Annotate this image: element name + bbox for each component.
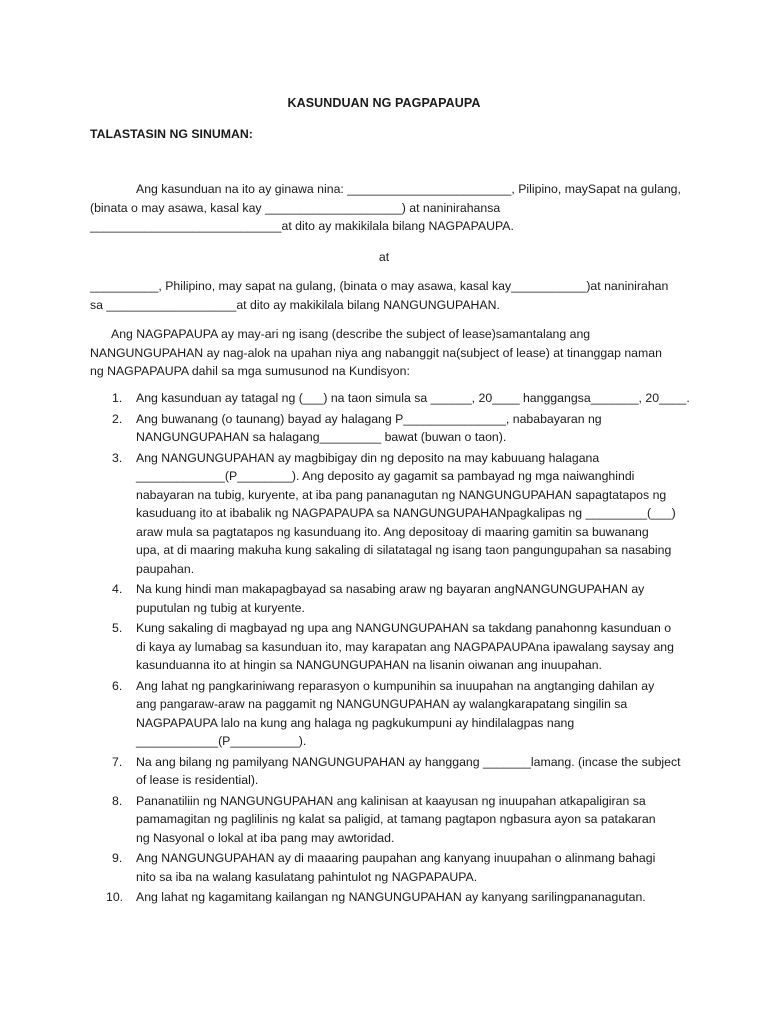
- term-line: of lease is residential).: [136, 773, 259, 787]
- term-line: kasuduang ito at ibabalik ng NAGPAPAUPA sa NANGUNGUPAHANpagkalipas ng _________(___): [136, 506, 676, 520]
- paragraph-line: sa ___________________at dito ay makikilala bilang NANGUNGUPAHAN.: [90, 297, 500, 312]
- term-line: ng Nasyonal o lokal at iba pang may awtoridad.: [136, 830, 395, 845]
- salutation: TALASTASIN NG SINUMAN:: [90, 127, 253, 141]
- term-number: 5.: [112, 621, 123, 635]
- paragraph-line: NANGUNGUPAHAN ay nag-alok na upahan niya ang nabanggit na(subject of lease) at tinanggap naman: [90, 345, 662, 360]
- paragraph-line: __________, Philipino, may sapat na gulang, (binata o may asawa, kasal kay___________)at naninirahan: [90, 279, 669, 293]
- term-line: Ang NANGUNGUPAHAN ay magbibigay din ng deposito na may kabuuang halagana: [136, 450, 600, 465]
- term-line: Ang kasunduan ay tatagal ng (___) na taon simula sa ______, 20____ hanggangsa_______, 20____.: [136, 391, 690, 405]
- term-line: nabayaran na tubig, kuryente, at iba pang pananagutan ng NANGUNGUPAHAN sapagtatapos ng: [136, 487, 667, 502]
- term-line: NAGPAPAUPA lalo na kung ang halaga ng pagkukumpuni ay hindilalagpas nang: [136, 715, 575, 730]
- term-line: NANGUNGUPAHAN sa halagang_________ bawat (buwan o taon).: [136, 430, 507, 444]
- term-line: Na kung hindi man makapagbayad sa nasabing araw ng bayaran angNANGUNGUPAHAN ay: [136, 582, 645, 596]
- term-number: 7.: [112, 754, 123, 769]
- term-line: Ang lahat ng kagamitang kailangan ng NANGUNGUPAHAN ay kanyang sarilingpananagutan.: [136, 890, 646, 904]
- term-item: [90, 677, 690, 751]
- paragraph-parties-lessor: [90, 180, 690, 236]
- conjunction-at: at: [378, 250, 390, 264]
- term-item: [90, 410, 690, 447]
- term-number: 8.: [112, 793, 123, 808]
- term-item: [90, 449, 690, 579]
- paragraph-parties-lessee: [90, 277, 690, 314]
- term-line: kasunduanna ito at hingin sa NANGUNGUPAHAN na lisanin oiwanan ang inuupahan.: [136, 658, 602, 672]
- term-number: 4.: [112, 582, 123, 596]
- term-text: [136, 619, 690, 675]
- term-text: [136, 410, 690, 447]
- term-number: 1.: [112, 391, 123, 405]
- term-line: Ang NANGUNGUPAHAN ay di maaaring paupahan ang kanyang inuupahan o alinmang bahagi: [136, 851, 656, 865]
- term-line: ____________(P__________).: [136, 734, 307, 748]
- paragraph-recital: [90, 325, 690, 381]
- term-line: pamamagitan ng paglilinis ng kalat sa paligid, at tamang pagtapon ngbasura ayon sa patakaran: [136, 812, 656, 826]
- term-line: araw mula sa pagtatapos ng kasunduang ito. Ang depositoay di maaring gamitin sa buwanang: [136, 524, 649, 539]
- term-line: ang pangaraw-araw na paggamit ng NANGUNGUPAHAN ay walangkarapatang singilin sa: [136, 697, 628, 711]
- term-number: 2.: [112, 411, 123, 426]
- term-line: paupahan.: [136, 561, 195, 576]
- term-text: [136, 677, 690, 751]
- term-line: _____________(P________). Ang deposito ay gagamit sa pambayad ng mga naiwanghindi: [136, 469, 635, 483]
- term-text: [136, 792, 690, 848]
- document-title: KASUNDUAN NG PAGPAPAUPA: [287, 96, 481, 110]
- term-text: [136, 580, 690, 617]
- paragraph-line: Ang NAGPAPAUPA ay may-ari ng isang (describe the subject of lease)samantalang ang: [111, 327, 591, 341]
- terms-list: [90, 389, 690, 909]
- term-line: nito sa iba na walang kasulatang pahintulot ng NAGPAPAUPA.: [136, 869, 478, 884]
- term-text: [136, 888, 690, 907]
- term-item: [90, 619, 690, 675]
- term-number: 6.: [112, 678, 123, 693]
- term-line: Pananatiliin ng NANGUNGUPAHAN ang kalinisan at kaayusan ng inuupahan atkapaligiran sa: [136, 793, 646, 808]
- term-item: [90, 580, 690, 617]
- term-number: 3.: [112, 450, 123, 465]
- term-line: upa, at di maaring makuha kung sakaling di silatatagal ng isang taon pangungupahan sa nasabing: [136, 543, 672, 557]
- term-text: [136, 753, 690, 790]
- term-text: [136, 389, 690, 408]
- term-number: 10.: [106, 890, 124, 904]
- term-line: di kaya ay lumabag sa kasunduan ito, may karapatan ang NAGPAPAUPAna ipawalang saysay ang: [136, 639, 674, 654]
- term-item: [90, 849, 690, 886]
- term-number: 9.: [112, 851, 123, 865]
- term-line: Na ang bilang ng pamilyang NANGUNGUPAHAN ay hanggang _______lamang. (incase the subject: [136, 754, 681, 769]
- term-text: [136, 849, 690, 886]
- term-item: [90, 792, 690, 848]
- term-text: [136, 449, 690, 579]
- term-line: Ang buwanang (o taunang) bayad ay halagang P_______________, nababayaran ng: [136, 411, 602, 426]
- paragraph-line: ____________________________at dito ay makikilala bilang NAGPAPAUPA.: [90, 219, 514, 233]
- paragraph-line: ng NAGPAPAUPA dahil sa mga sumusunod na Kundisyon:: [90, 364, 410, 378]
- paragraph-line: (binata o may asawa, kasal kay ____________________) at naninirahansa: [90, 200, 501, 215]
- term-item: [90, 753, 690, 790]
- paragraph-line: Ang kasunduan na ito ay ginawa nina: ________________________, Pilipino, maySapat na gulang,: [136, 182, 681, 196]
- term-line: Kung sakaling di magbayad ng upa ang NANGUNGUPAHAN sa takdang panahonng kasunduan o: [136, 621, 672, 635]
- term-item: [90, 389, 690, 408]
- term-line: Ang lahat ng pangkariniwang reparasyon o kumpunihin sa inuupahan na angtanging dahilan ay: [136, 678, 655, 693]
- term-item: [90, 888, 690, 907]
- term-line: puputulan ng tubig at kuryente.: [136, 600, 305, 615]
